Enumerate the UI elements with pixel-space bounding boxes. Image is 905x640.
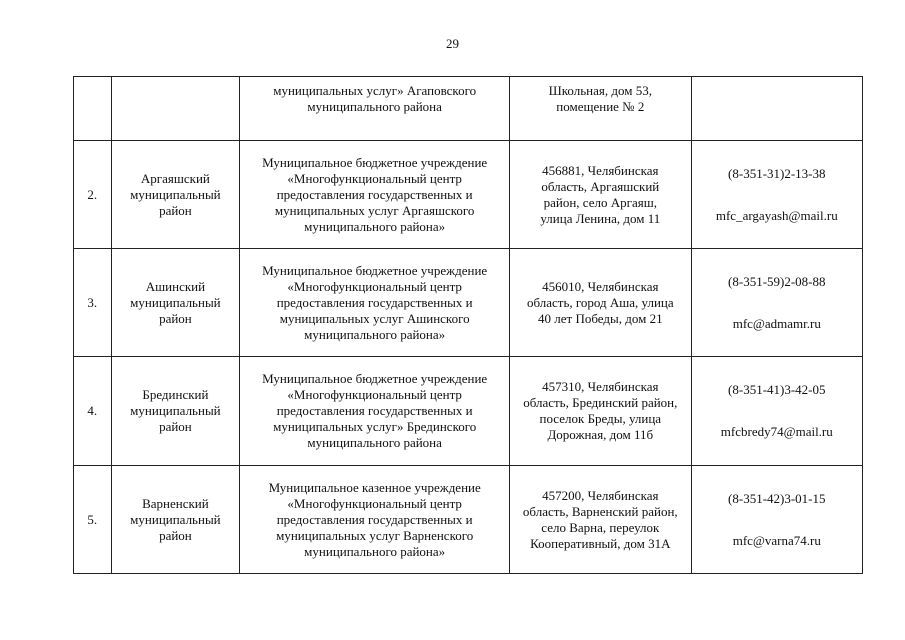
contacts-cell xyxy=(691,249,862,357)
email-link[interactable]: mfc@varna74.ru xyxy=(732,532,821,548)
page-number: 29 xyxy=(446,36,459,51)
table-row xyxy=(74,466,863,574)
contacts-cell xyxy=(691,77,862,141)
organization-name: Муниципальное бюджетное учреждение «Многофункциональный центр предоставления государственных и муниципальных услуг Ашинского муниципального района» xyxy=(240,249,510,357)
organization-name: Муниципальное казенное учреждение «Многофункциональный центр предоставления государственных и муниципальных услуг Варненского муниципального района» xyxy=(240,466,510,574)
phone: (8-351-31)2-13-38 xyxy=(728,165,826,181)
mfc-contacts-table xyxy=(73,76,863,574)
municipal-area: Ашинский муниципальный район xyxy=(111,249,240,357)
organization-name: Муниципальное бюджетное учреждение «Многофункциональный центр предоставления государственных и муниципальных услуг» Брединского муниципального района xyxy=(240,357,510,466)
row-number xyxy=(74,77,112,141)
address: 457200, Челябинская область, Варненский район, село Варна, переулок Кооперативный, дом 31А xyxy=(510,466,692,574)
phone: (8-351-59)2-08-88 xyxy=(728,273,826,289)
table-row xyxy=(74,249,863,357)
row-number: 3. xyxy=(74,249,112,357)
municipal-area: Брединский муниципальный район xyxy=(111,357,240,466)
email-link[interactable]: mfc@admamr.ru xyxy=(732,315,821,331)
municipal-area xyxy=(111,77,240,141)
row-number: 5. xyxy=(74,466,112,574)
email-link[interactable]: mfc_argayash@mail.ru xyxy=(715,207,838,223)
table-row xyxy=(74,357,863,466)
address: Школьная, дом 53, помещение № 2 xyxy=(510,77,692,141)
contacts-cell xyxy=(691,466,862,574)
municipal-area: Варненский муниципальный район xyxy=(111,466,240,574)
row-number: 4. xyxy=(74,357,112,466)
address: 457310, Челябинская область, Брединский район, поселок Бреды, улица Дорожная, дом 11б xyxy=(510,357,692,466)
municipal-area: Аргаяшский муниципальный район xyxy=(111,141,240,249)
organization-name: Муниципальное бюджетное учреждение «Многофункциональный центр предоставления государственных и муниципальных услуг Аргаяшского муниципального района» xyxy=(240,141,510,249)
table-row xyxy=(74,141,863,249)
phone: (8-351-42)3-01-15 xyxy=(728,490,826,506)
phone: (8-351-41)3-42-05 xyxy=(728,382,826,397)
contacts-cell xyxy=(691,357,862,466)
contacts-cell xyxy=(691,141,862,249)
row-number: 2. xyxy=(74,141,112,249)
table-row-continuation xyxy=(74,77,863,141)
email-link[interactable]: mfcbredy74@mail.ru xyxy=(720,424,833,439)
address: 456881, Челябинская область, Аргаяшский район, село Аргаяш, улица Ленина, дом 11 xyxy=(510,141,692,249)
address: 456010, Челябинская область, город Аша, улица 40 лет Победы, дом 21 xyxy=(510,249,692,357)
organization-name: муниципальных услуг» Агаповского муниципального района xyxy=(240,77,510,141)
